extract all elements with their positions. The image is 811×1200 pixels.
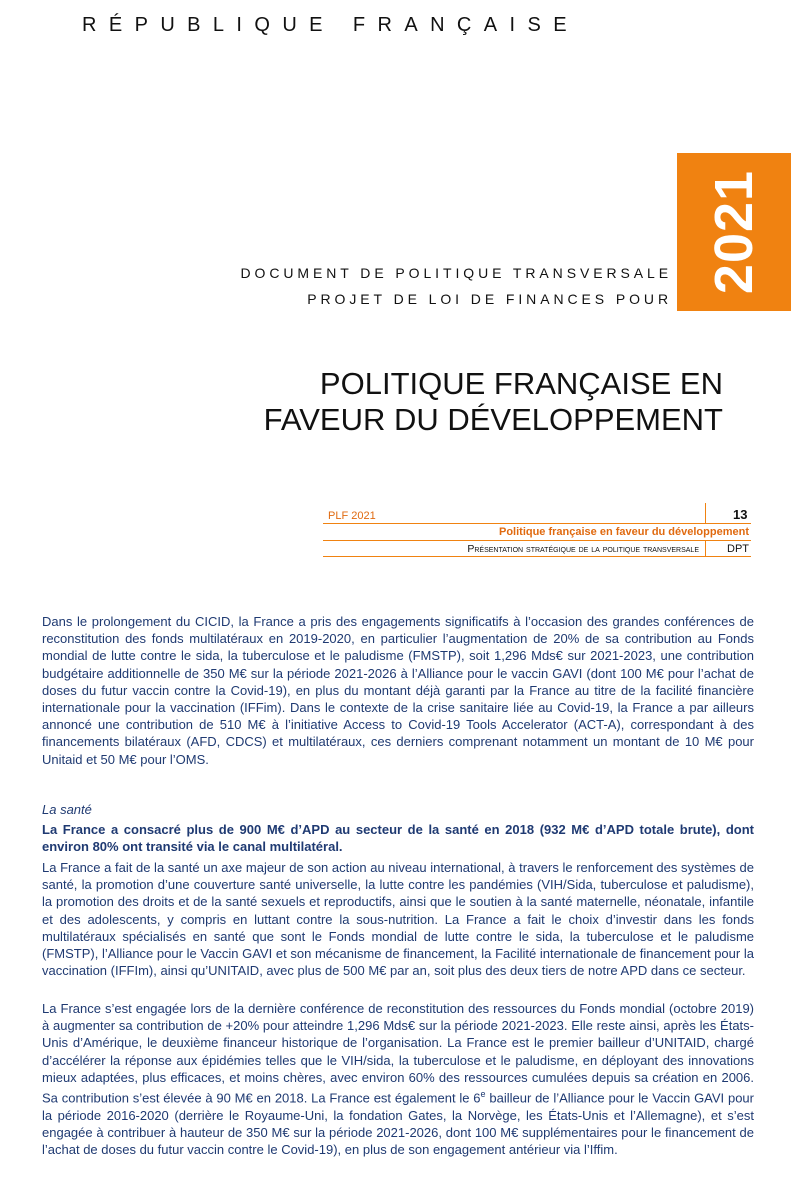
running-header-section: Politique française en faveur du développement: [498, 526, 749, 538]
page-title: POLITIQUE FRANÇAISE EN FAVEUR DU DÉVELOPPEMENT: [263, 366, 723, 437]
running-header-plf: PLF 2021: [328, 510, 376, 522]
health-paragraph-1: La France a fait de la santé un axe majeur de son action au niveau international, à travers le renforcement des systèmes de santé, la promotion d’une couverture santé universelle, la lutte contre les pandémies (VIH/Sida, tuberculose et paludisme), la promotion des droits et de la santé sexuels et reproductifs, ainsi que le soutien à la santé maternelle, néonatale, infantile et des adolescents, y compris en luttant contre la sous-nutrition. La France a fait le choix d’investir dans les fonds multilatéraux spécialisés en santé que sont le Fonds mondial de lutte contre le sida, la tuberculose et le paludisme (FMSTP), l’Alliance pour le Vaccin GAVI et son mécanisme de financement, la Facilité internationale de financement pour la vaccination (IFFIm), ainsi qu’UNITAID, avec plus de 500 M€ par an, soit plus des deux tiers de notre APD dans ce secteur.: [42, 860, 754, 979]
plf-line: PROJET DE LOI DE FINANCES POUR: [307, 291, 672, 307]
year-block: [677, 153, 791, 311]
health-paragraph-2-part-b: bailleur de l’Alliance pour le Vaccin GAVI pour la période 2016-2020 (derrière le Royaume-Uni, la fondation Gates, la Norvège, les États-Unis et l’Allemagne), et s’est engagée à contribuer à hauteur de 350 M€ sur la période 2021-2026, dont 100 M€ supplémentaires pour le financement de l’achat de doses du futur vaccin contre le Covid-19), en plus de son engagement antérieur via l’Iffim.: [42, 1090, 754, 1157]
running-header-code: DPT: [727, 543, 749, 555]
header-divider-lower: [705, 540, 706, 557]
header-rule-top: [323, 523, 751, 524]
document-type: DOCUMENT DE POLITIQUE TRANSVERSALE: [240, 265, 672, 281]
section-lead: La France a consacré plus de 900 M€ d’APD au secteur de la santé en 2018 (932 M€ d’APD totale brute), dont environ 80% ont transité via le canal multilatéral.: [42, 822, 754, 855]
health-paragraph-2: [42, 1000, 754, 1158]
intro-paragraph: Dans le prolongement du CICID, la France a pris des engagements significatifs à l’occasion des grandes conférences de reconstitution des fonds multilatéraux en 2019-2020, en particulier l’augmentation de 20% de sa contribution au Fonds mondial de lutte contre le sida, la tuberculose et le paludisme (FMSTP), soit 1,296 Mds€ sur 2021-2023, une contribution budgétaire additionnelle de 350 M€ sur la période 2021-2026 à l’Alliance pour le vaccin GAVI (dont 100 M€ pour l’achat de doses du futur vaccin contre la Covid-19), en plus du montant déjà garanti par la France au titre de la facilité financière internationale pour la vaccination (IFFim). Dans le contexte de la crise sanitaire liée au Covid-19, la France a par ailleurs annoncé une contribution de 510 M€ à l’initiative Access to Covid-19 Tools Accelerator (ACT-A), correspondant à des financements bilatéraux (AFD, CDCS) et multilatéraux, ces derniers comprenant notamment un montant de 10 M€ pour Unitaid et 50 M€ pour l’OMS.: [42, 614, 754, 767]
header-rule-bottom: [323, 556, 751, 557]
header-rule-middle: [323, 540, 751, 541]
section-label: La santé: [42, 802, 92, 817]
republique-francaise-banner: RÉPUBLIQUE FRANÇAISE: [82, 14, 579, 36]
header-divider-upper: [705, 503, 706, 523]
ordinal-superscript: e: [480, 1089, 486, 1100]
health-paragraph-2-part-a: La France s’est engagée lors de la dernière conférence de reconstitution des ressources du Fonds mondial (octobre 2019) à augmenter sa contribution de +20% pour atteindre 1,296 Mds€ sur la période 2021-2023. Elle reste ainsi, après les États-Unis d’Amérique, le deuxième financeur historique de l’organisation. La France est le premier bailleur d’UNITAID, chargé d’accélérer la réponse aux épidémies telles que le VIH/sida, la tuberculose et le paludisme, en déployant des innovations mieux adaptées, plus efficaces, et moins chères, avec environ 60% des ressources cumulées depuis sa création en 2006. Sa contribution s’est élevée à 90 M€ en 2018. La France est également le 6: [42, 1001, 754, 1106]
running-header-subsection: Présentation stratégique de la politique transversale: [467, 543, 699, 555]
page-number: 13: [733, 507, 748, 522]
year-label: 2021: [704, 169, 764, 295]
